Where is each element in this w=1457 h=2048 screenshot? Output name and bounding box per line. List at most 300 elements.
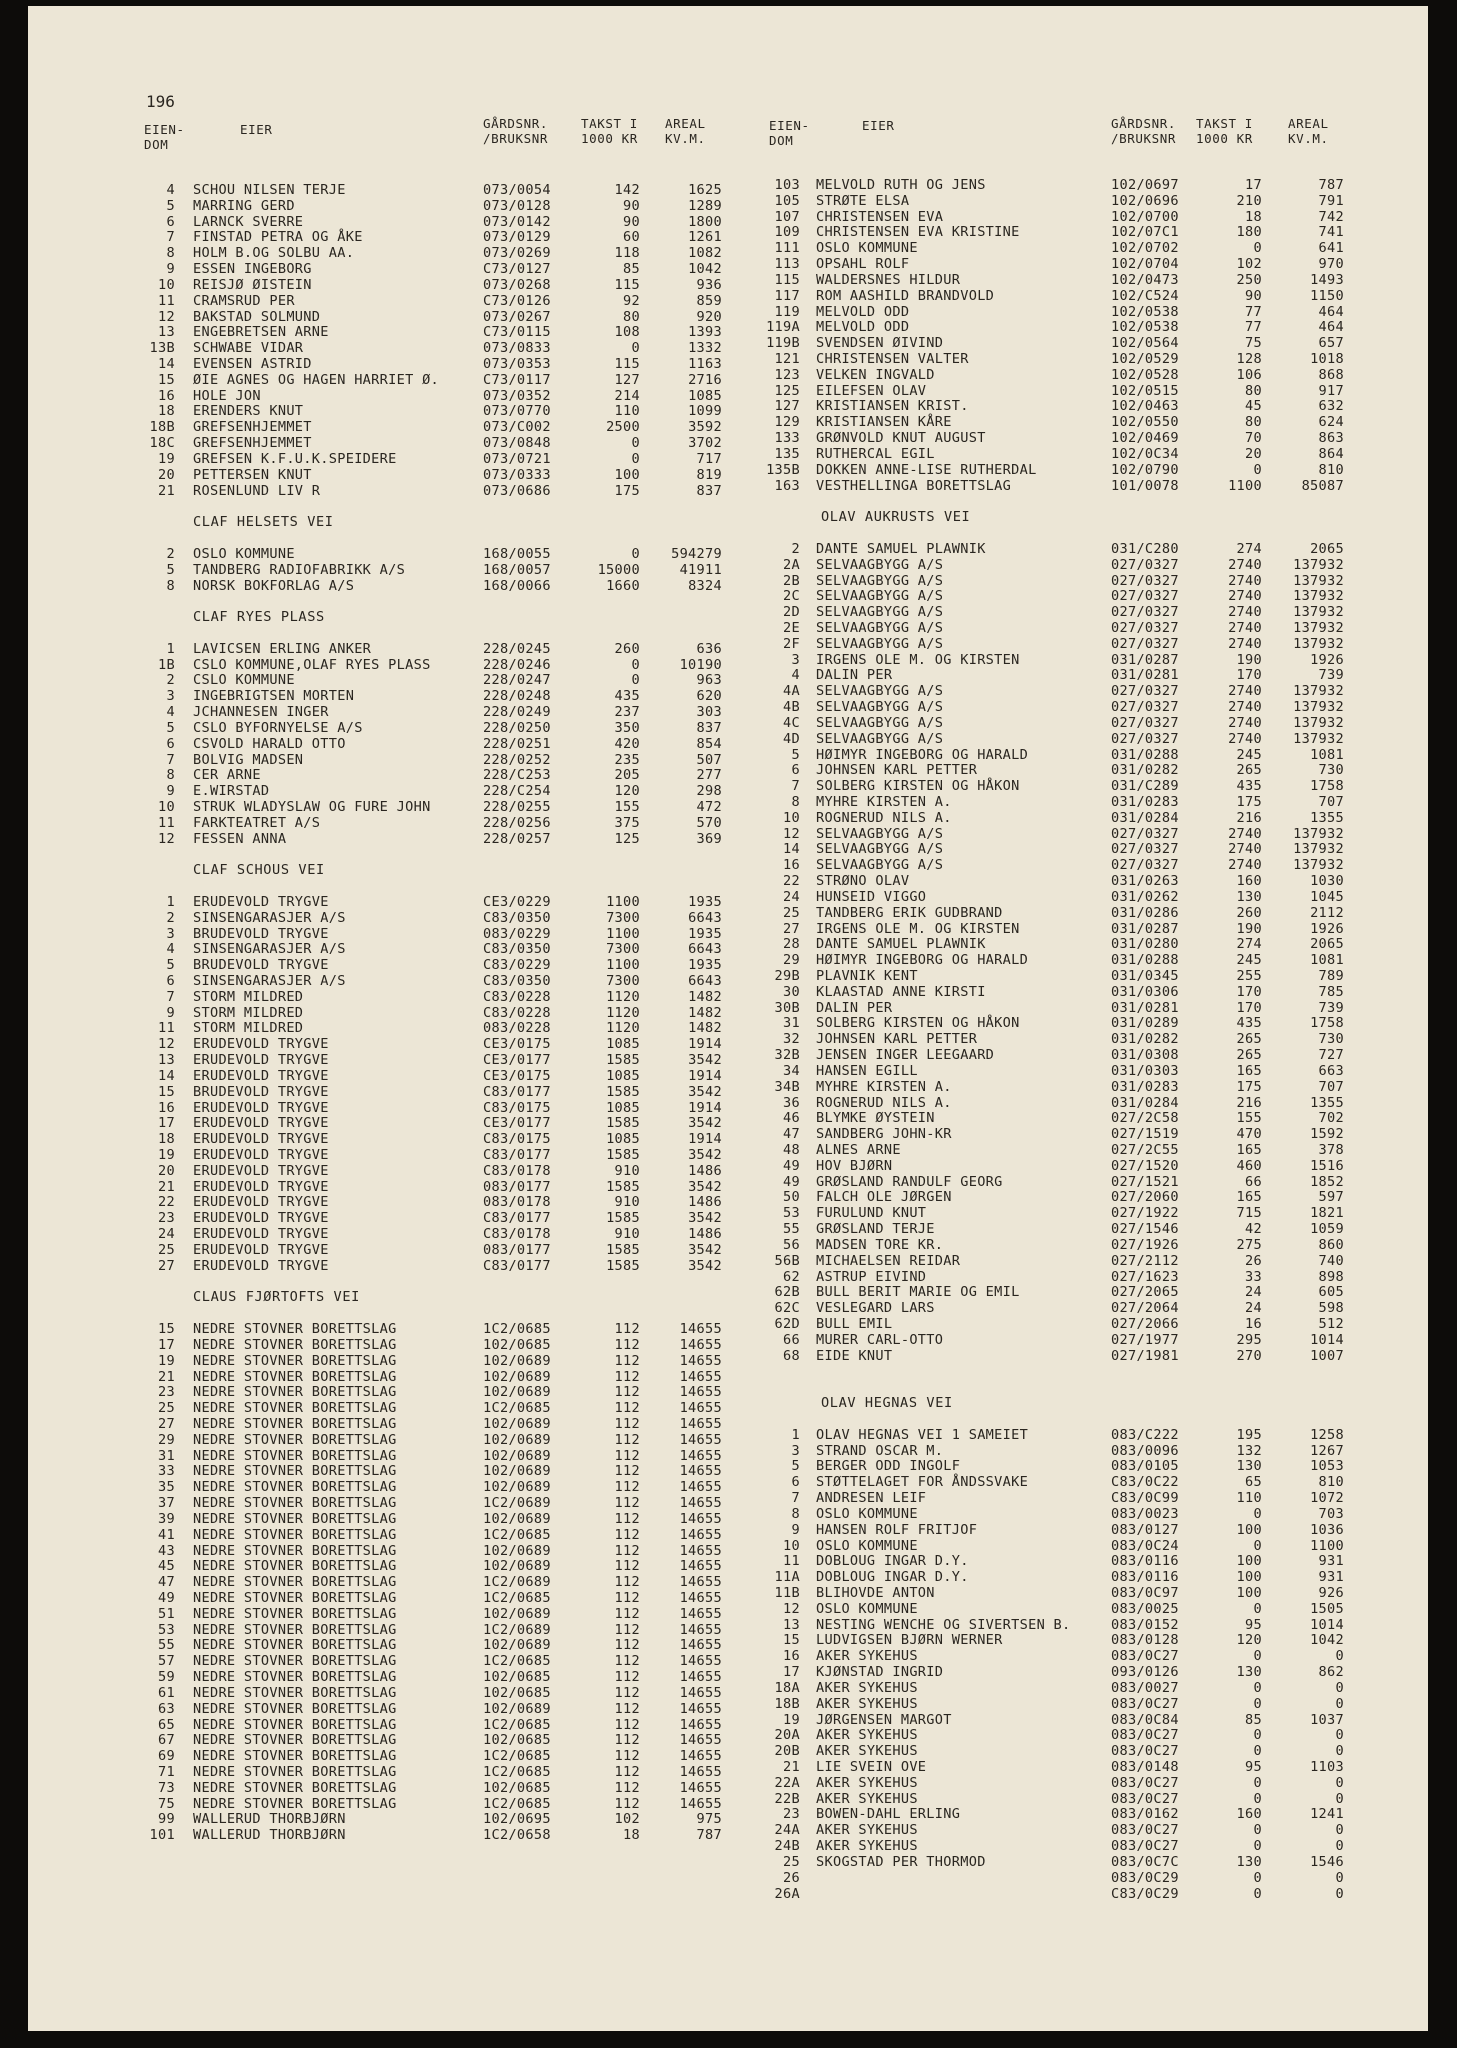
gardsnr-bruksnr: 027/0327 <box>1111 730 1179 747</box>
owner-name: SELVAAGBYGG A/S <box>816 841 944 858</box>
gardsnr-bruksnr: C73/0127 <box>483 261 551 278</box>
takst-value: 125 <box>614 830 640 847</box>
areal-value: 1045 <box>1310 888 1344 905</box>
areal-value: 14655 <box>679 1795 722 1812</box>
property-number: 50 <box>783 1189 800 1206</box>
gardsnr-bruksnr: 027/1520 <box>1111 1157 1179 1174</box>
takst-value: 216 <box>1236 809 1262 826</box>
owner-name: NEDRE STOVNER BORETTSLAG <box>193 1368 397 1385</box>
owner-name: HOLE JON <box>193 387 261 404</box>
gardsnr-bruksnr: 102/0695 <box>483 1811 551 1828</box>
property-number: 23 <box>158 1210 175 1227</box>
property-row <box>28 1063 1428 1079</box>
areal-value: 863 <box>1318 430 1344 447</box>
areal-value: 931 <box>1318 1569 1344 1586</box>
property-number: 3 <box>166 688 175 705</box>
property-number: 23 <box>158 1384 175 1401</box>
takst-value: 65 <box>1245 1474 1262 1491</box>
areal-value: 1081 <box>1310 746 1344 763</box>
property-number: 4 <box>166 704 175 721</box>
gardsnr-bruksnr: C73/0117 <box>483 371 551 388</box>
areal-value: 137932 <box>1293 714 1344 731</box>
takst-value: 0 <box>1253 1727 1262 1744</box>
property-row <box>28 1400 1428 1416</box>
takst-value: 0 <box>631 656 640 673</box>
property-row <box>28 1458 1428 1474</box>
takst-value: 2740 <box>1228 841 1262 858</box>
owner-name: EIDE KNUT <box>816 1347 893 1364</box>
areal-value: 1059 <box>1310 1221 1344 1238</box>
takst-value: 112 <box>614 1415 640 1432</box>
property-number: 9 <box>791 1521 800 1538</box>
gardsnr-bruksnr: 027/2112 <box>1111 1252 1179 1269</box>
property-number: 31 <box>783 1015 800 1032</box>
header-areal-left: AREAL KV.M. <box>665 116 706 146</box>
areal-value: 14655 <box>679 1684 722 1701</box>
areal-value: 14655 <box>679 1479 722 1496</box>
gardsnr-bruksnr: 228/0247 <box>483 672 551 689</box>
areal-value: 14655 <box>679 1669 722 1686</box>
gardsnr-bruksnr: 027/2C58 <box>1111 1110 1179 1127</box>
property-number: 65 <box>158 1716 175 1733</box>
areal-value: 0 <box>1335 1790 1344 1807</box>
areal-value: 14655 <box>679 1700 722 1717</box>
property-number: 12 <box>158 308 175 325</box>
areal-value: 1393 <box>688 324 722 341</box>
property-number: 3 <box>791 651 800 668</box>
areal-value: 1935 <box>688 925 722 942</box>
property-number: 8 <box>791 793 800 810</box>
areal-value: 3542 <box>688 1083 722 1100</box>
gardsnr-bruksnr: 027/0327 <box>1111 699 1179 716</box>
property-row <box>28 1047 1428 1063</box>
owner-name: VESLEGARD LARS <box>816 1300 935 1317</box>
takst-value: 190 <box>1236 920 1262 937</box>
takst-value: 7300 <box>606 909 640 926</box>
areal-value: 14655 <box>679 1510 722 1527</box>
gardsnr-bruksnr: 031/0345 <box>1111 968 1179 984</box>
owner-name: NEDRE STOVNER BORETTSLAG <box>193 1415 397 1432</box>
areal-value: 787 <box>696 1827 722 1844</box>
owner-name: WALLERUD THORBJØRN <box>193 1827 346 1844</box>
gardsnr-bruksnr: 031/0306 <box>1111 983 1179 1000</box>
areal-value: 1082 <box>688 245 722 262</box>
property-number: 20B <box>774 1743 800 1760</box>
gardsnr-bruksnr: C83/0228 <box>483 1004 551 1021</box>
takst-value: 16 <box>1245 1316 1262 1333</box>
property-number: 26A <box>774 1885 800 1902</box>
owner-name: MURER CARL-OTTO <box>816 1331 944 1348</box>
areal-value: 14655 <box>679 1431 722 1448</box>
gardsnr-bruksnr: 073/0770 <box>483 403 551 420</box>
property-row <box>28 193 1428 209</box>
property-number: 5 <box>166 719 175 736</box>
gardsnr-bruksnr: 102/0689 <box>483 1447 551 1464</box>
property-number: 73 <box>158 1779 175 1796</box>
takst-value: 18 <box>1245 208 1262 225</box>
takst-value: 112 <box>614 1336 640 1353</box>
property-number: 13 <box>783 1616 800 1633</box>
owner-name: NEDRE STOVNER BORETTSLAG <box>193 1669 397 1686</box>
owner-name: SVENDSEN ØIVIND <box>816 335 944 352</box>
areal-value: 137932 <box>1293 841 1344 858</box>
areal-value: 1042 <box>688 261 722 278</box>
gardsnr-bruksnr: C83/0350 <box>483 973 551 989</box>
areal-value: 2065 <box>1310 540 1344 557</box>
areal-value: 1332 <box>688 340 722 357</box>
owner-name: CHRISTENSEN VALTER <box>816 351 969 368</box>
property-row <box>28 304 1428 320</box>
takst-value: 17 <box>1245 177 1262 193</box>
owner-name: ROGNERUD NILS A. <box>816 809 952 826</box>
takst-value: 2740 <box>1228 857 1262 874</box>
areal-value: 862 <box>1318 1664 1344 1681</box>
areal-value: 741 <box>1318 224 1344 241</box>
takst-value: 108 <box>614 324 640 341</box>
property-number: 121 <box>774 351 800 368</box>
gardsnr-bruksnr: 102/0697 <box>1111 177 1179 193</box>
property-row <box>28 319 1428 335</box>
owner-name: ERUDEVOLD TRYGVE <box>193 893 329 910</box>
property-row <box>28 1775 1428 1791</box>
areal-value: 14655 <box>679 1621 722 1638</box>
areal-value: 742 <box>1318 208 1344 225</box>
takst-value: 100 <box>1236 1584 1262 1601</box>
property-number: 9 <box>166 261 175 278</box>
property-number: 133 <box>774 430 800 447</box>
header-eiendom-right: EIEN- DOM <box>769 118 810 148</box>
property-number: 24A <box>774 1822 800 1839</box>
owner-name: ROSENLUND LIV R <box>193 482 321 499</box>
property-number: 25 <box>158 1241 175 1258</box>
gardsnr-bruksnr: 027/1519 <box>1111 1126 1179 1143</box>
property-number: 16 <box>783 1648 800 1665</box>
owner-name: CSLO KOMMUNE <box>193 672 295 689</box>
property-number: 25 <box>158 1400 175 1417</box>
areal-value: 3542 <box>688 1052 722 1069</box>
takst-value: 2740 <box>1228 635 1262 652</box>
gardsnr-bruksnr: 027/2065 <box>1111 1284 1179 1301</box>
gardsnr-bruksnr: 083/0228 <box>483 1020 551 1037</box>
areal-value: 14655 <box>679 1779 722 1796</box>
property-row <box>28 1506 1428 1522</box>
takst-value: 128 <box>1236 351 1262 368</box>
areal-value: 819 <box>696 466 722 483</box>
takst-value: 214 <box>614 387 640 404</box>
property-number: 3 <box>791 1442 800 1459</box>
owner-name: NEDRE STOVNER BORETTSLAG <box>193 1510 397 1527</box>
property-number: 4B <box>783 699 800 716</box>
property-number: 45 <box>158 1558 175 1575</box>
property-number: 34 <box>783 1062 800 1079</box>
owner-name: OPSAHL ROLF <box>816 256 910 273</box>
takst-value: 112 <box>614 1795 640 1812</box>
takst-value: 92 <box>623 292 640 309</box>
property-number: 69 <box>158 1748 175 1765</box>
areal-value: 464 <box>1318 303 1344 320</box>
areal-value: 1800 <box>688 213 722 230</box>
gardsnr-bruksnr: 228/0245 <box>483 640 551 657</box>
gardsnr-bruksnr: 083/0C27 <box>1111 1648 1179 1665</box>
property-number: 49 <box>158 1589 175 1606</box>
owner-name: SANDBERG JOHN-KR <box>816 1126 952 1143</box>
gardsnr-bruksnr: 073/0333 <box>483 466 551 483</box>
areal-value: 8324 <box>688 577 722 594</box>
gardsnr-bruksnr: 083/0C27 <box>1111 1838 1179 1855</box>
owner-name: AKER SYKEHUS <box>816 1727 918 1744</box>
property-row <box>28 588 1428 604</box>
areal-value: 785 <box>1318 983 1344 1000</box>
gardsnr-bruksnr: 1C2/0685 <box>483 1321 551 1338</box>
owner-name: GRØSLAND TERJE <box>816 1221 935 1238</box>
takst-value: 195 <box>1236 1426 1262 1443</box>
areal-value: 3542 <box>688 1210 722 1227</box>
takst-value: 460 <box>1236 1157 1262 1174</box>
property-number: 123 <box>774 366 800 383</box>
street-heading: OLAV AUKRUSTS VEI <box>821 509 971 526</box>
takst-value: 112 <box>614 1542 640 1559</box>
takst-value: 0 <box>631 545 640 562</box>
gardsnr-bruksnr: C73/0115 <box>483 324 551 341</box>
areal-value: 787 <box>1318 177 1344 193</box>
owner-name: VELKEN INGVALD <box>816 366 935 383</box>
takst-value: 275 <box>1236 1236 1262 1253</box>
property-row <box>28 1522 1428 1538</box>
takst-value: 112 <box>614 1684 640 1701</box>
owner-name: MELVOLD ODD <box>816 319 910 336</box>
areal-value: 1018 <box>1310 351 1344 368</box>
gardsnr-bruksnr: 102/0689 <box>483 1352 551 1369</box>
owner-name: ERUDEVOLD TRYGVE <box>193 1036 329 1053</box>
takst-value: 112 <box>614 1574 640 1591</box>
gardsnr-bruksnr: 083/0023 <box>1111 1505 1179 1522</box>
property-row <box>28 367 1428 383</box>
gardsnr-bruksnr: 102/C524 <box>1111 287 1179 304</box>
property-number: 29 <box>783 952 800 969</box>
areal-value: 2112 <box>1310 904 1344 921</box>
takst-value: 170 <box>1236 983 1262 1000</box>
areal-value: 14655 <box>679 1653 722 1670</box>
property-number: 66 <box>783 1331 800 1348</box>
gardsnr-bruksnr: 031/0281 <box>1111 999 1179 1016</box>
areal-value: 1163 <box>688 356 722 373</box>
areal-value: 1085 <box>688 387 722 404</box>
property-number: 119B <box>766 335 800 352</box>
property-row <box>28 1870 1428 1886</box>
gardsnr-bruksnr: 083/0229 <box>483 925 551 942</box>
gardsnr-bruksnr: 102/0538 <box>1111 303 1179 320</box>
gardsnr-bruksnr: 027/1981 <box>1111 1347 1179 1364</box>
gardsnr-bruksnr: 083/0C24 <box>1111 1537 1179 1554</box>
areal-value: 14655 <box>679 1716 722 1733</box>
gardsnr-bruksnr: 228/0252 <box>483 751 551 768</box>
areal-value: 1267 <box>1310 1442 1344 1459</box>
property-row <box>28 1569 1428 1585</box>
areal-value: 1081 <box>1310 952 1344 969</box>
property-number: 62D <box>774 1316 800 1333</box>
areal-value: 277 <box>696 767 722 784</box>
owner-name: EVENSEN ASTRID <box>193 356 312 373</box>
gardsnr-bruksnr: 102/0463 <box>1111 398 1179 415</box>
gardsnr-bruksnr: 027/2C55 <box>1111 1142 1179 1159</box>
takst-value: 2740 <box>1228 714 1262 731</box>
property-number: 5 <box>791 746 800 763</box>
property-number: 2 <box>166 672 175 689</box>
property-number: 62C <box>774 1300 800 1317</box>
owner-name: REISJØ ØISTEIN <box>193 276 312 293</box>
owner-name: STØTTELAGET FOR ÅNDSSVAKE <box>816 1474 1029 1491</box>
areal-value: 137932 <box>1293 572 1344 589</box>
takst-value: 106 <box>1236 366 1262 383</box>
takst-value: 715 <box>1236 1205 1262 1222</box>
areal-value: 663 <box>1318 1062 1344 1079</box>
owner-name: SELVAAGBYGG A/S <box>816 556 944 573</box>
gardsnr-bruksnr: 1C2/0685 <box>483 1795 551 1812</box>
owner-name: SELVAAGBYGG A/S <box>816 683 944 700</box>
takst-value: 1085 <box>606 1131 640 1148</box>
property-row <box>28 1822 1428 1838</box>
areal-value: 0 <box>1335 1679 1344 1696</box>
areal-value: 789 <box>1318 968 1344 984</box>
areal-value: 739 <box>1318 999 1344 1016</box>
property-row <box>28 177 1428 193</box>
takst-value: 2740 <box>1228 699 1262 716</box>
takst-value: 112 <box>614 1605 640 1622</box>
property-number: 21 <box>783 1759 800 1775</box>
areal-value: 707 <box>1318 1078 1344 1095</box>
gardsnr-bruksnr: 228/0251 <box>483 735 551 752</box>
owner-name: NEDRE STOVNER BORETTSLAG <box>193 1336 397 1353</box>
areal-value: 1914 <box>688 1036 722 1053</box>
gardsnr-bruksnr: 102/0564 <box>1111 335 1179 352</box>
areal-value: 1355 <box>1310 1094 1344 1111</box>
areal-value: 1150 <box>1310 287 1344 304</box>
areal-value: 1030 <box>1310 873 1344 890</box>
owner-name: BOLVIG MADSEN <box>193 751 304 768</box>
property-number: 163 <box>774 477 800 494</box>
owner-name: ESSEN INGEBORG <box>193 261 312 278</box>
gardsnr-bruksnr: 083/0096 <box>1111 1442 1179 1459</box>
property-row <box>28 272 1428 288</box>
gardsnr-bruksnr: 102/0685 <box>483 1684 551 1701</box>
property-number: 48 <box>783 1142 800 1159</box>
property-row <box>28 1348 1428 1364</box>
property-number: 4A <box>783 683 800 700</box>
gardsnr-bruksnr: 1C2/0685 <box>483 1526 551 1543</box>
header-eier-right: EIER <box>862 118 895 133</box>
owner-name: SINSENGARASJER A/S <box>193 909 346 926</box>
gardsnr-bruksnr: 102/0515 <box>1111 382 1179 399</box>
owner-name: AKER SYKEHUS <box>816 1774 918 1791</box>
owner-name: ERUDEVOLD TRYGVE <box>193 1257 329 1274</box>
gardsnr-bruksnr: 1C2/0685 <box>483 1589 551 1606</box>
takst-value: 1585 <box>606 1210 640 1227</box>
takst-value: 175 <box>1236 793 1262 810</box>
gardsnr-bruksnr: 083/0C27 <box>1111 1727 1179 1744</box>
takst-value: 115 <box>614 276 640 293</box>
gardsnr-bruksnr: 031/0283 <box>1111 793 1179 810</box>
property-number: 28 <box>783 936 800 953</box>
areal-value: 624 <box>1318 414 1344 431</box>
gardsnr-bruksnr: 027/1922 <box>1111 1205 1179 1222</box>
areal-value: 0 <box>1335 1774 1344 1791</box>
property-row <box>28 1743 1428 1759</box>
areal-value: 3592 <box>688 419 722 436</box>
owner-name: OSLO KOMMUNE <box>816 240 918 257</box>
owner-name: ERUDEVOLD TRYGVE <box>193 1131 329 1148</box>
gardsnr-bruksnr: 027/0327 <box>1111 619 1179 636</box>
gardsnr-bruksnr: C83/0229 <box>483 957 551 974</box>
gardsnr-bruksnr: 083/0116 <box>1111 1553 1179 1570</box>
property-number: 113 <box>774 256 800 273</box>
gardsnr-bruksnr: 102/0790 <box>1111 461 1179 478</box>
owner-name: BULL BERIT MARIE OG EMIL <box>816 1284 1020 1301</box>
gardsnr-bruksnr: 1C2/0685 <box>483 1716 551 1733</box>
property-row <box>28 398 1428 414</box>
takst-value: 255 <box>1236 968 1262 984</box>
property-number: 27 <box>783 920 800 937</box>
gardsnr-bruksnr: 083/0162 <box>1111 1806 1179 1823</box>
property-row <box>28 1221 1428 1237</box>
gardsnr-bruksnr: 027/2060 <box>1111 1189 1179 1206</box>
gardsnr-bruksnr: 031/0284 <box>1111 1094 1179 1111</box>
owner-name: ANDRESEN LEIF <box>816 1490 927 1507</box>
property-row <box>28 683 1428 699</box>
areal-value: 898 <box>1318 1268 1344 1285</box>
property-number: 135 <box>774 445 800 462</box>
property-row <box>28 1443 1428 1459</box>
gardsnr-bruksnr: 031/0286 <box>1111 904 1179 921</box>
takst-value: 2740 <box>1228 588 1262 605</box>
property-row <box>28 731 1428 747</box>
property-number: 8 <box>791 1505 800 1522</box>
gardsnr-bruksnr: 031/0289 <box>1111 1015 1179 1032</box>
gardsnr-bruksnr: 083/0C27 <box>1111 1790 1179 1807</box>
property-row <box>28 1332 1428 1348</box>
areal-value: 137932 <box>1293 604 1344 621</box>
takst-value: 112 <box>614 1526 640 1543</box>
property-row <box>28 873 1428 889</box>
takst-value: 1585 <box>606 1115 640 1132</box>
takst-value: 132 <box>1236 1442 1262 1459</box>
owner-name: MARRING GERD <box>193 197 295 214</box>
owner-name: SELVAAGBYGG A/S <box>816 857 944 874</box>
areal-value: 1821 <box>1310 1205 1344 1222</box>
takst-value: 2500 <box>606 419 640 436</box>
takst-value: 112 <box>614 1764 640 1780</box>
header-gardsnr-right: GÅRDSNR. /BRUKSNR <box>1111 116 1177 146</box>
takst-value: 112 <box>614 1368 640 1385</box>
property-number: 17 <box>158 1115 175 1132</box>
property-row <box>28 1142 1428 1158</box>
property-number: 23 <box>783 1806 800 1823</box>
takst-value: 90 <box>623 213 640 230</box>
owner-name: AKER SYKEHUS <box>816 1838 918 1855</box>
property-number: 10 <box>158 276 175 293</box>
gardsnr-bruksnr: 027/1977 <box>1111 1331 1179 1348</box>
takst-value: 90 <box>623 197 640 214</box>
areal-value: 598 <box>1318 1300 1344 1317</box>
property-row <box>28 1031 1428 1047</box>
gardsnr-bruksnr: 031/0287 <box>1111 920 1179 937</box>
gardsnr-bruksnr: 083/0105 <box>1111 1458 1179 1475</box>
property-number: 19 <box>158 1352 175 1369</box>
takst-value: 0 <box>1253 1537 1262 1554</box>
property-row <box>28 715 1428 731</box>
areal-value: 1852 <box>1310 1173 1344 1190</box>
takst-value: 7300 <box>606 973 640 989</box>
owner-name: SOLBERG KIRSTEN OG HÅKON <box>816 778 1020 795</box>
